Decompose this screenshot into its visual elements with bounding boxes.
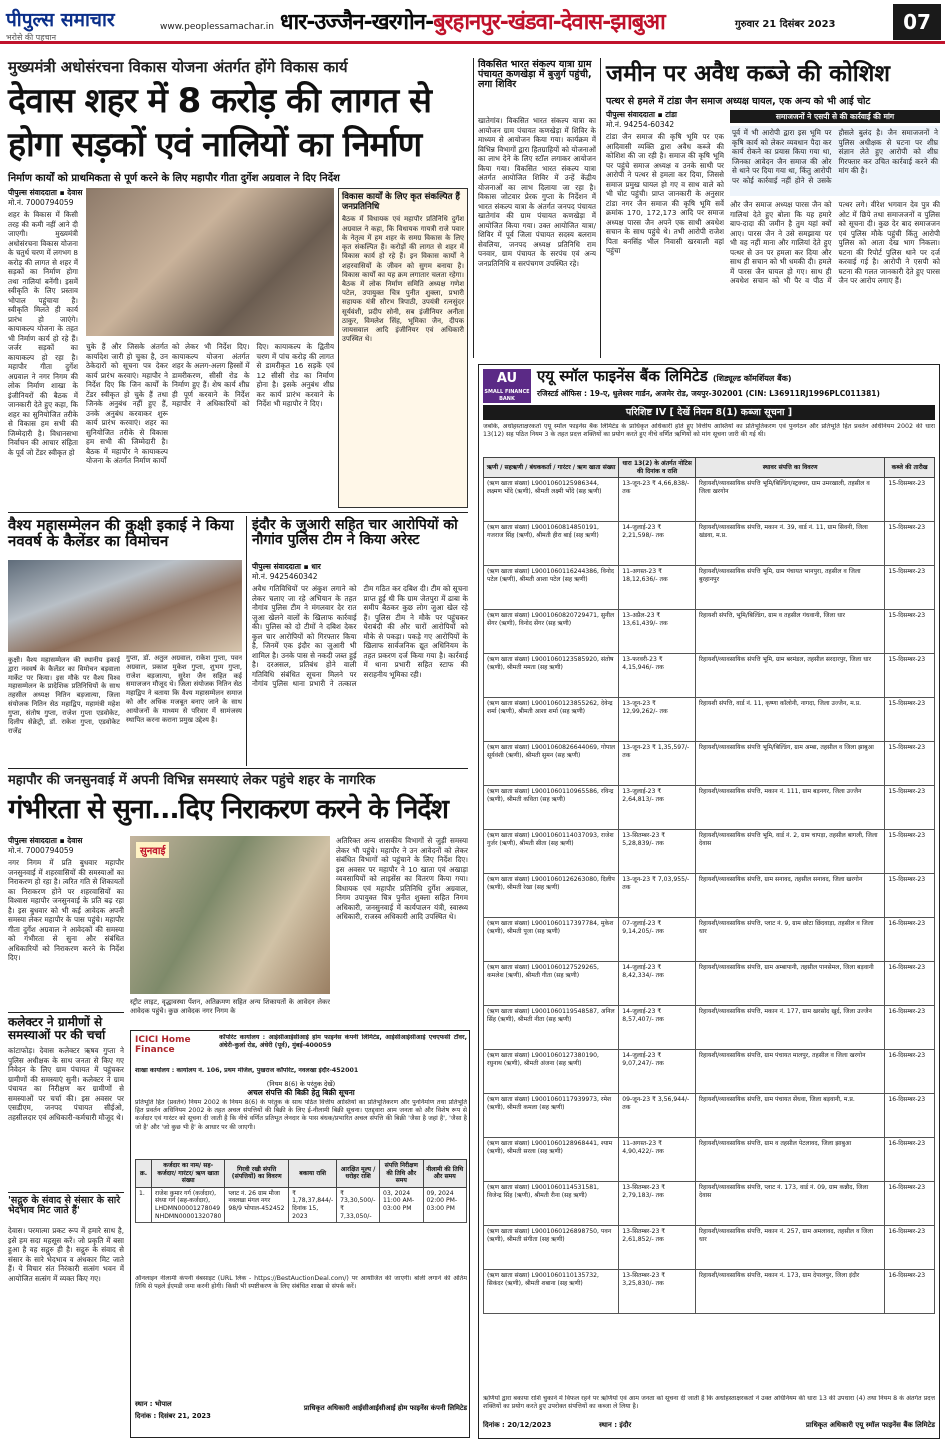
kabja-deck: पत्थर से हमले में टांडा जैन समाज अध्यक्ष घायल, एक अन्य को भी आई चोट (606, 96, 871, 107)
kabja-mobile: मो.नं. 94254-60342 (606, 120, 675, 129)
dewas-mobile: मो.नं. 7000794059 (8, 198, 74, 207)
table-row (484, 654, 935, 698)
juari-mobile: मो.नं. 9425460342 (252, 572, 318, 581)
icici-cell-due: ₹ 1,78,37,844/- दिनांक 15, 2023 (289, 1187, 337, 1222)
au-cell-borrower: (ऋण खाता संख्या) L9001060127380190, रघुनाथ (ऋणी), श्रीमती अंजना (सह ऋणी) (484, 1050, 619, 1094)
column-rule (246, 516, 247, 766)
icici-cell-inspection: 03, 2024 11:00 AM- 03:00 PM (380, 1187, 423, 1222)
dewas-sidebar (338, 188, 468, 508)
au-cell-property: रिहायशी/व्यावसायिक संपत्ति, मकान नं. 177, ग्राम खरसोद खुर्द, जिला उज्जैन (695, 1006, 884, 1050)
table-row (484, 742, 935, 786)
au-cell-date: 16-दिसम्बर-23 (885, 1094, 935, 1138)
au-cell-date: 15-दिसम्बर-23 (885, 830, 935, 874)
au-cell-notice: 11-अगस्त-23 ₹ 18,12,636/- तक (619, 566, 696, 610)
dewas-headline-1: देवास शहर में 8 करोड़ की लागत से (8, 81, 431, 121)
icici-signatory: प्राधिकृत अधिकारी आईसीआईसीआई होम फाइनेंस कंपनी लिमिटेड (303, 1404, 467, 1412)
calendar-caption-b: गुप्ता, डॉ. अतुल अग्रवाल, राकेश गुप्ता, पवन अग्रवाल, प्रकाश मुकेश गुप्ता, शुभम गुप्ता, राजेश बड़जात्या, सुरेश जैन सहित कई समाजजन मौजूद थे। जिला संयोजक नितिन सेठ महाद्विप ने बताया कि वैश्य महासम्मेलन समाज को और अधिक मजबूत बनाए जाने के साथ आयोजनों के माध्यम से परिवार में सामंजस्य स्थापित करना कराना प्रमुख उद्देश्य है। (126, 654, 242, 724)
column-rule (600, 58, 601, 358)
table-row (136, 1187, 467, 1222)
au-cell-borrower: (ऋण खाता संख्या) L9001060126263080, दिलीप (ऋणी), श्रीमती रेखा (सह ऋणी) (484, 874, 619, 918)
au-cell-property: रिहायशी/व्यावसायिक संपत्ति, ग्राम सनावद, तहसील सनावद, जिला खरगोन (695, 874, 884, 918)
au-cell-notice: 07-जुलाई-23 ₹ 9,14,205/- तक (619, 918, 696, 962)
icici-footer: ऑनलाइन नीलामी कंपनी वेबसाइट (URL लिंक - https://BestAuctionDeal.com/) पर आयोजित की जाएगी। बोली लगाने की अंतिम तिथि से पहले ईएमडी जमा करनी होगी। किसी भी स्पष्टीकरण के लिए संबंधित शाखा से संपर्क करें। (135, 1275, 467, 1291)
au-cell-date: 16-दिसम्बर-23 (885, 1226, 935, 1270)
table-row (484, 786, 935, 830)
au-cell-notice: 14-जुलाई-23 ₹ 8,57,407/- तक (619, 1006, 696, 1050)
kabja-body-a: टांडा जैन समाज की कृषि भूमि पर एक आदिवासी व्यक्ति द्वारा अवैध कब्जे की कोशिश की जा रही है। समाज की कृषि भूमि पर पहुंचे समाज अध्यक्ष व उनके साथी पर आरोपी ने पत्थर से हमला कर दिया, जिससे समाज प्रमुख घायल हो गए व साथ वाले को भी चोट पहुंची। प्राप्त जानकारी के अनुसार टांडा नगर जैन समाज की कृषि भूमि सर्वे क्रमांक 170, 172,173 आदि पर समाज अध्यक्ष पारस जैन अपने एक साथी अवधेश सचान के साथ पहुंचे थे। तभी आरोपी राजेश पिता बनसिंह भील निवासी खरवाली वहां पहुंचा (606, 132, 724, 255)
icici-col-header: गिरवी रखी संपत्ति (संपत्तियों) का विवरण (225, 1160, 289, 1188)
au-cell-property: रिहायशी/व्यावसायिक संपत्ति, मकान नं. 257, ग्राम अमलावद, तहसील व जिला धार (695, 1226, 884, 1270)
au-cell-borrower: (ऋण खाता संख्या) L9001060123855262, देवेन्द्र शर्मा (ऋणी), श्रीमती आशा शर्मा (सह ऋणी) (484, 698, 619, 742)
jansunwai-body-b: अतिरिक्त अन्य शासकीय विभागों से जुड़ी समस्या लेकर भी पहुंचे। महापौर ने उन आवेदनों को लेकर संबंधित विभागों को पहुंचाने के लिए निर्देश दिए। इस अवसर पर महापौर ने 10 खाता एवं अखाड़ा व्यवसायियों को लाइसेंस का वितरण किया गया। विधायक एवं महापौर प्रतिनिधि दुर्गेश अग्रवाल, निगम उपायुक्त चित्र पुनीत शुक्ला सहित निगम अधिकारी, जनसुनवाई में कार्यपालन यंत्री, स्वास्थ्य अधिकारी, राजस्व अधिकारी आदि उपस्थित थे। (336, 836, 468, 921)
site-url[interactable]: www.peoplessamachar.in (160, 22, 274, 32)
dewas-deck: निर्माण कार्यों को प्राथमिकता से पूर्ण करने के लिए महापौर गीता दुर्गेश अग्रवाल ने दिए निर्देश (8, 173, 340, 184)
collector-headline: कलेक्टर ने ग्रामीणों से समस्याओं पर की चर्चा (8, 1015, 106, 1042)
au-cell-date: 15-दिसम्बर-23 (885, 874, 935, 918)
table-row (484, 1182, 935, 1226)
juari-headline: इंदौर के जुआरी सहित चार आरोपियों को नौगांव पुलिस टीम ने किया अरेस्ट (252, 517, 458, 548)
au-footer: ऋणियों द्वारा बकाया राशि चुकाने में विफल रहने पर ऋणियों एवं आम जनता को सूचना दी जाती है कि अधोहस्ताक्षरकर्ता ने उक्त अधिनियम की धारा 13 की उपधारा (4) तथा नियम 8 के अंतर्गत प्रदत्त शक्तियों का प्रयोग करते हुए उपरोक्त संपत्तियों का कब्जा ले लिया है। (483, 1395, 935, 1411)
table-row (484, 830, 935, 874)
brand-logo[interactable]: पीपुल्स समाचार भरोसे की पहचान (6, 9, 115, 42)
table-row (484, 1050, 935, 1094)
au-cell-property: रिहायशी/व्यावसायिक संपत्ति, ग्राम पंचायत सेंधवा, जिला बड़वानी, म.प्र. (695, 1094, 884, 1138)
jansunwai-caption: स्ट्रीट लाइट, वृद्धावस्था पेंशन, अतिक्रमण सहित अन्य शिकायतों के आवेदन लेकर आवेदक पहुंचे। कुछ आवेदक नगर निगम के (130, 998, 330, 1015)
icici-rule: (नियम 8(6) के परंतुक देखें) (266, 1080, 336, 1088)
dewas-headline-2: होगा सड़कों एवं नालियों का निर्माण (8, 125, 422, 165)
table-row (484, 1094, 935, 1138)
icici-notice-title: अचल संपत्ति की बिक्री हेतु बिक्री सूचना (247, 1088, 355, 1097)
au-cell-notice: 14-जुलाई-23 ₹ 9,07,247/- तक (619, 1050, 696, 1094)
au-date: दिनांक : 20/12/2023 (483, 1421, 552, 1429)
au-signatory: प्राधिकृत अधिकारी एयू स्मॉल फाइनेंस बैंक लिमिटेड (805, 1421, 935, 1429)
icici-col-header: नीलामी की तिथि और समय (423, 1160, 467, 1188)
icici-col-header: बकाया राशि (289, 1160, 337, 1188)
icici-col-header: कर्जदार का नाम/ सह-कर्जदार/ गारंटर/ ऋण खाता संख्या (152, 1160, 225, 1188)
au-address: रजिस्टर्ड ऑफिस : 19-ए, धुलेश्वर गार्डन, अजमेर रोड, जयपुर-302001 (CIN: L36911RJ1996PLC011381) (537, 389, 880, 398)
icici-date: दिनांक : दिसंबर 21, 2023 (135, 1412, 211, 1420)
au-col-header: धारा 13(2) के अंतर्गत नोटिस की दिनांक व राशि (619, 458, 696, 478)
au-cell-borrower: (ऋण खाता संख्या) L9001060128968441, श्याम (ऋणी), श्रीमती सरला (सह ऋणी) (484, 1138, 619, 1182)
au-cell-borrower: (ऋण खाता संख्या) L9001060117939973, रमेश (ऋणी), श्रीमती कमला (सह ऋणी) (484, 1094, 619, 1138)
table-row (484, 610, 935, 654)
icici-col-header: क्र. (136, 1160, 152, 1188)
icici-cell-property: प्लाट नं. 26 ग्राम मौजा नवलखा मंगल नगर 98/9 भोपाल-452452 (225, 1187, 289, 1222)
column-rule (473, 58, 474, 358)
icici-branch: शाखा कार्यालय : कार्यालय नं. 106, प्रथम मंजिल, पुखराज कॉर्पोरेट, नवलखा इंदौर-452001 (135, 1067, 359, 1074)
jansunwai-photo (130, 836, 330, 994)
au-cell-property: रिहायशी संपत्ति, वार्ड नं. 11, कृष्णा कॉलोनी, नागदा, जिला उज्जैन, म.प्र. (695, 698, 884, 742)
masthead (0, 0, 945, 44)
au-bank-notice (478, 364, 940, 1439)
table-row (484, 874, 935, 918)
jansunwai-kicker: महापौर की जनसुनवाई में अपनी विभिन्न समस्याएं लेकर पहुंचे शहर के नागरिक (8, 773, 376, 788)
dewas-body-b: चुके हैं और जिसके अंतर्गत कार्यादेश जारी हो चुका है, उन ठेकेदारों को सूचना पत्र देकर कार्य प्रारंभ करवाएं। महापौर ने निर्देश दिए कि जिन कार्यों के टेंडर स्वीकृत हो चुके हैं तथा जिनके अनुबंध नहीं हुए हैं, उनके अनुबंध करवाकर शुरू कार्य प्रारंभ करवाएं। शहर का सुनियोजित तरीके से विकास हम सभी की जिम्मेदारी है। बैठक में महापौर ने कायाकल्प योजना के अंतर्गत निर्माण कार्यों (86, 342, 168, 465)
au-cell-borrower: (ऋण खाता संख्या) L9001060826644069, गोपाल सूर्यवंशी (ऋणी), श्रीमती सुमन (सह ऋणी) (484, 742, 619, 786)
au-cell-borrower: (ऋण खाता संख्या) L9001060110135732, सिकंदर (ऋणी), श्रीमती शबाना (सह ऋणी) (484, 1270, 619, 1314)
table-row (484, 1138, 935, 1182)
au-cell-date: 15-दिसम्बर-23 (885, 654, 935, 698)
au-cell-borrower: (ऋण खाता संख्या) L9001060123585920, संतोष (ऋणी), श्रीमती ममता (सह ऋणी) (484, 654, 619, 698)
divider (8, 1012, 124, 1013)
dewas-meeting-photo (86, 188, 334, 336)
au-cell-date: 15-दिसम्बर-23 (885, 610, 935, 654)
au-cell-date: 15-दिसम्बर-23 (885, 786, 935, 830)
au-cell-borrower: (ऋण खाता संख्या) L9001060114037093, राजेश गुर्जर (ऋणी), श्रीमती सीता (सह ऋणी) (484, 830, 619, 874)
au-cell-notice: 13-जून-23 ₹ 1,35,597/- तक (619, 742, 696, 786)
kabja-body-b: और जैन समाज अध्यक्ष पारस जैन को गालियां देते हुए बोला कि यह हमारे बाप-दादा की जमीन है तुम यहां क्यों आए। पारस जैन ने उसे समझाया पर भी वह नहीं माना और गालियां देते हुए पत्थर से उन पर हमला कर दिया और साथ ही सचान को भी धमकी दी। हमले में पारस जैन घायल हो गए। साथ ही अवधेश सचान को भी पैर व पीठ में पत्थर लगे। वीरेश भगवान देव पुत्र की ओट में छिपे तथा समाजजनों व पुलिस को सूचना दी। कुछ देर बाद समाजजन एवं पुलिस मौके पहुंची किंतु आरोपी पुलिस को आता देख भाग निकला। घटना की रिपोर्ट पुलिस थाने पर दर्ज करवाई गई है। आरोपी ने एसपी को घटना की गलत जानकारी देते हुए पारस जैन पर आरोप लगाए हैं। (730, 200, 940, 285)
au-col-header: कब्जे की तारीख (885, 458, 935, 478)
au-cell-date: 16-दिसम्बर-23 (885, 1270, 935, 1314)
quote-body: देवास। परमात्मा प्रकट रूप में हमारे साथ है, इसे हम सदा महसूस करें। जो प्रकृति में बसा हुआ है वह सद्गुरु ही है। सद्गुरु के संवाद से संसार के सारे भेदभाव व अंधकार मिट जाते हैं। ये विचार संत निरंकारी सत्संग भवन में आयोजित सत्संग में व्यक्त किए गए। (8, 1226, 124, 1283)
au-cell-date: 16-दिसम्बर-23 (885, 1182, 935, 1226)
dewas-sidebar-title: विकास कार्यों के लिए कृत संकल्पित हैं जनप्रतिनिधि (342, 192, 460, 213)
dewas-body-a: शहर के विकास में किसी तरह की कमी नहीं आने दी जाएगी। मुख्यमंत्री अधोसंरचना विकास योजना के चतुर्थ चरण में लगभग 8 करोड़ की लागत से शहर में सड़कों का निर्माण होगा तथा नालियां बनेंगी। इसमें स्वीकृति के लिए प्रस्ताव भोपाल पहुंचाया है। स्वीकृति मिलते ही कार्य प्रारंभ हो जाएंगे। कायाकल्प योजना के तहत भी निर्माण कार्य हो रहे हैं। जर्जर सड़कों का कायाकल्प हो रहा है। महापौर गीता दुर्गेश अग्रवाल ने नगर निगम की लोक निर्माण शाखा के इंजीनियरों की बैठक में जानकारी देते हुए कहा, कि शहर का सुनियोजित तरीके से विकास हम सभी की जिम्मेदारी है। विधानसभा निर्वाचन की आचार संहिता के पूर्व जो टेंडर स्वीकृत हो (8, 210, 78, 457)
au-subtitle: परिशिष्ट IV [ देखें नियम 8(1) कब्जा सूचना ] (483, 405, 935, 420)
au-cell-borrower: (ऋण खाता संख्या) L9001060119548587, अनिल सिंह (ऋणी), श्रीमती नीता (सह ऋणी) (484, 1006, 619, 1050)
icici-cell-auction: 09, 2024 02:00 PM- 03:00 PM (423, 1187, 467, 1222)
au-cell-notice: 13-जून-23 ₹ 12,99,262/- तक (619, 698, 696, 742)
au-cell-borrower: (ऋण खाता संख्या) L9001060116244386, विनोद पटेल (ऋणी), श्रीमती आशा पटेल (सह ऋणी) (484, 566, 619, 610)
au-intro: जबकि, अधोहस्ताक्षरकर्ता एयू स्मॉल फाइनेंस बैंक लिमिटेड के प्राधिकृत अधिकारी होते हुए वित्तीय आस्तियों का प्रतिभूतिकरण एवं पुनर्गठन और प्रतिभूति हित प्रवर्तन अधिनियम 2002 की धारा 13(12) सह पठित नियम 3 के तहत प्रदत्त शक्तियों का प्रयोग करते हुए नीचे वर्णित ऋणियों को मांग सूचना जारी की गई थी। (483, 423, 935, 439)
table-row (484, 566, 935, 610)
au-cell-date: 16-दिसम्बर-23 (885, 1006, 935, 1050)
au-cell-notice: 11-अगस्त-23 ₹ 4,90,422/- तक (619, 1138, 696, 1182)
icici-cell-borrower: राजेश कुमार गर्ग (कर्जदार), संध्या गर्ग (सह-कर्जदार), LHDMN00001278049 NHDMN00001320780 (152, 1187, 225, 1222)
au-cell-property: रिहायशी संपत्ति, भूमि/बिल्डिंग, ग्राम व तहसील गंधवानी, जिला धार (695, 610, 884, 654)
au-cell-date: 16-दिसम्बर-23 (885, 1138, 935, 1182)
kabja-sidebar-body: पूर्व में भी आरोपी द्वारा इस भूमि पर कृषि कार्य को लेकर व्यवधान पैदा कर कार्य रोकने का प्रयास किया गया था, जिनका आवेदन जैन समाज की ओर से थाने पर दिया गया था, किंतु आरोपी पर कोई कार्रवाई नहीं होने से उसके हौसले बुलंद है। जैन समाजजनों ने पुलिस अधीक्षक से घटना पर शीघ्र संज्ञान लेते हुए आरोपी को शीघ्र गिरफ्तार कर उचित कार्रवाई करने की मांग की है। (730, 126, 940, 196)
au-cell-property: रिहायशी/व्यावसायिक संपत्ति, मकान नं. 39, वार्ड नं. 11, ग्राम सिवनी, जिला खंडवा, म.प्र. (695, 522, 884, 566)
icici-table (135, 1159, 467, 1223)
calendar-headline: वैश्य महासम्मेलन की कुक्षी इकाई ने किया नववर्ष के कैलेंडर का विमोचन (8, 516, 234, 550)
icici-logo: ICICI Home Finance (135, 1035, 191, 1055)
table-row (484, 522, 935, 566)
au-cell-notice: 13-सितम्बर-23 ₹ 2,61,852/- तक (619, 1226, 696, 1270)
table-row (484, 962, 935, 1006)
divider (8, 1192, 124, 1193)
edition-cities: धार-उज्जैन-खरगोन-बुरहानपुर-खंडवा-देवास-झाबुआ (280, 10, 665, 35)
au-cell-property: रिहायशी/व्यावसायिक संपत्ति भूमि, वार्ड नं. 2, ग्राम चापड़ा, तहसील बागली, जिला देवास (695, 830, 884, 874)
au-cell-borrower: (ऋण खाता संख्या) L9001060125986344, लक्ष्मण भोंदे (ऋणी), श्रीमती लक्ष्मी भोंदे (सह ऋणी) (484, 478, 619, 522)
au-cell-property: रिहायशी/व्यावसायिक संपत्ति, मकान नं. 111, ग्राम बड़नगर, जिला उज्जैन (695, 786, 884, 830)
au-cell-borrower: (ऋण खाता संख्या) L9001060127529265, कमलेश (ऋणी), श्रीमती गीता (सह ऋणी) (484, 962, 619, 1006)
page-number: 07 (893, 4, 941, 40)
au-cell-notice: 14-जुलाई-23 ₹ 2,21,598/- तक (619, 522, 696, 566)
kabja-headline: जमीन पर अवैध कब्जे की कोशिश (606, 61, 891, 87)
au-cell-property: रिहायशी/व्यावसायिक संपत्ति भूमि, ग्राम बरमंडल, तहसील सरदारपुर, जिला धार (695, 654, 884, 698)
icici-place: स्थान : भोपाल (135, 1400, 172, 1408)
au-cell-date: 16-दिसम्बर-23 (885, 1050, 935, 1094)
kabja-byline: पीपुल्स संवाददाता ▪ टांडा (606, 110, 677, 119)
au-place: स्थान : इंदौर (599, 1421, 632, 1429)
au-title: एयू स्मॉल फाइनेंस बैंक लिमिटेड (शिड्यूल्ड कॉमर्शियल बैंक) (537, 367, 792, 385)
au-cell-notice: 14-जुलाई-23 ₹ 8,42,334/- तक (619, 962, 696, 1006)
au-col-header: ऋणी / सहऋणी / बंधककर्ता / गारंटर / ऋण खाता संख्या (484, 458, 619, 478)
au-cell-notice: 13-सितम्बर-23 ₹ 2,79,183/- तक (619, 1182, 696, 1226)
au-cell-notice: 09-जून-23 ₹ 3,56,944/- तक (619, 1094, 696, 1138)
dewas-byline: पीपुल्स संवाददाता ▪ देवास (8, 188, 83, 197)
icici-intro: प्रतिभूति हित (प्रवर्तन) नियम 2002 के नियम 8(6) के परंतुक के साथ पठित वित्तीय आस्तियों का प्रतिभूतिकरण और पुनर्निर्माण तथा प्रतिभूति हित प्रवर्तन अधिनियम 2002 के तहत अचल संपत्तियों की बिक्री के लिए ई-नीलामी बिक्री सूचना। एतद्द्वारा आम जनता को और विशेष रूप से कर्जदार एवं गारंटर को सूचना दी जाती है कि नीचे वर्णित प्रतिभूत लेनदार के पास बंधक/प्रभारित अचल संपत्ति की बिक्री 'जैसा है जहां है', 'जैसा है जो है' और 'जो कुछ भी है' के आधार पर की जाएगी। (135, 1099, 467, 1131)
au-cell-date: 15-दिसम्बर-23 (885, 698, 935, 742)
au-logo: AU SMALL FINANCE BANK (484, 371, 530, 402)
au-cell-borrower: (ऋण खाता संख्या) L9001060820729471, सुनील सेंगर (ऋणी), विनोद सेंगर (सह ऋणी) (484, 610, 619, 654)
au-cell-date: 15-दिसम्बर-23 (885, 478, 935, 522)
table-row (484, 478, 935, 522)
au-cell-notice: 13-फरवरी-23 ₹ 4,15,946/- तक (619, 654, 696, 698)
jansunwai-mobile: मो.नं. 7000794059 (8, 846, 74, 855)
edition-date: गुरुवार 21 दिसंबर 2023 (735, 19, 836, 30)
au-cell-property: रिहायशी/व्यावसायिक संपत्ति, प्लाट नं. 9, ग्राम छोटा छिंदवाड़ा, तहसील व जिला धार (695, 918, 884, 962)
jansunwai-body-a: नगर निगम में प्रति बुधवार महापौर जनसुनवाई में शहरवासियों की समस्याओं का निराकरण हो रहा है। त्वरित गति से शिकायतों का निराकरण होने पर शहरवासियों का विश्वास महापौर जनसुनवाई के प्रति बढ़ रहा है। इस बुधवार को भी कई आवेदक अपनी समस्या लेकर महापौर के पास पहुंचे। महापौर गीता दुर्गेश अग्रवाल ने आवेदकों की समस्या को गंभीरता से सुना और संबंधित अधिकारियों को निराकरण करने के निर्देश दिए। (8, 858, 124, 962)
au-cell-property: रिहायशी/व्यावसायिक संपत्ति भूमि/बिल्डिंग/स्ट्रक्चर, ग्राम उमरखाली, तहसील व जिला खरगोन (695, 478, 884, 522)
au-cell-notice: 13-सितम्बर-23 ₹ 5,28,839/- तक (619, 830, 696, 874)
au-cell-property: रिहायशी/व्यावसायिक संपत्ति भूमि/बिल्डिंग, ग्राम अम्बा, तहसील व जिला झाबुआ (695, 742, 884, 786)
au-notice-table (483, 457, 935, 1314)
au-cell-date: 15-दिसम्बर-23 (885, 566, 935, 610)
table-row (484, 1006, 935, 1050)
au-cell-borrower: (ऋण खाता संख्या) L9001060814850191, गजराज सिंह (ऋणी), श्रीमती हीरा बाई (सह ऋणी) (484, 522, 619, 566)
icici-header: कॉर्पोरेट कार्यालय : आईसीआईसीआई होम फाइनेंस कंपनी लिमिटेड, आईसीआईसीआई एचएफसी टॉवर, अंधेरी-कुर्ला रोड, अंधेरी (पूर्व), मुंबई-400059 (219, 1034, 467, 1050)
table-row (484, 698, 935, 742)
au-col-header: स्थावर संपत्ति का विवरण (695, 458, 884, 478)
au-cell-date: 15-दिसम्बर-23 (885, 522, 935, 566)
au-cell-property: रिहायशी/व्यावसायिक संपत्ति, ग्राम पंचायत मालपुर, तहसील व जिला खरगोन (695, 1050, 884, 1094)
dewas-kicker: मुख्यमंत्री अधोसंरचना विकास योजना अंतर्गत होंगे विकास कार्य (8, 58, 348, 76)
au-cell-borrower: (ऋण खाता संख्या) L9001060114531581, विजेन्द्र सिंह (ऋणी), श्रीमती रीना (सह ऋणी) (484, 1182, 619, 1226)
table-row (484, 918, 935, 962)
divider (8, 512, 468, 513)
shivir-headline: विकसित भारत संकल्प यात्रा ग्राम पंचायत कणखेड़ा में बुजुर्ग पहुंची, लगा शिविर (478, 59, 592, 90)
jansunwai-headline: गंभीरता से सुना...दिए निराकरण करने के निर्देश (8, 794, 449, 825)
table-row (484, 1226, 935, 1270)
au-cell-property: रिहायशी/व्यावसायिक संपत्ति भूमि, ग्राम पंचायत भानपुरा, तहसील व जिला बुरहानपुर (695, 566, 884, 610)
au-cell-notice: 13-सितम्बर-23 ₹ 3,25,830/- तक (619, 1270, 696, 1314)
au-cell-notice: 13-जून-23 ₹ 4,66,838/- तक (619, 478, 696, 522)
au-cell-property: रिहायशी/व्यावसायिक संपत्ति, ग्राम अम्बापानी, तहसील पानसेमल, जिला बड़वानी (695, 962, 884, 1006)
au-cell-property: रिहायशी/व्यावसायिक संपत्ति, प्लाट नं. 173, वार्ड नं. 09, ग्राम कन्नौद, जिला देवास (695, 1182, 884, 1226)
shivir-body: खातेगांव। विकसित भारत संकल्प यात्रा का आयोजन ग्राम पंचायत कणखेड़ा में शिविर के माध्यम से आयोजन किया गया। कार्यक्रम में विभिन्न विभागों द्वारा हितग्राहियों को योजनाओं का लाभ देने के लिए स्टॉल लगाकर आयोजन किया गया। विकसित भारत संकल्प यात्रा अंतर्गत आयोजित शिविर में उन्हें केंद्रीय योजनाओं का लाभ दिलाया जा रहा है। विकास जोटवार प्रेरक गुप्ता के निर्देशन में भारत संकल्प यात्रा के अंतर्गत जनपद पंचायत खातेगांव की ग्राम पंचायत कणखेड़ा में आयोजित किया गया। उक्त आयोजित यात्रा/शिविर में पूर्व जिला पंचायत सदस्य बलराम सेवलिया, जनपद अध्यक्ष प्रतिनिधि राम पनवार, ग्राम पंचायत के सरपंच एवं अन्य जनप्रतिनिधि व सरपंचगण उपस्थित रहे। (478, 116, 596, 268)
dewas-body-c: को लेकर भी निर्देश दिए। कायाकल्प योजना अंतर्गत शहर के अलग-अलग हिस्सों में डामरीकरण, सीसी रोड के निर्माण हुए हैं। शेष कार्य शीघ्र ही पूर्ण करवाने के निर्देश महापौर ने अधिकारियों को दिए। कायाकल्प के द्वितीय चरण में पांच करोड़ की लागत से डामरीकृत 16 सड़कें एवं 12 सीसी रोड का निर्माण होना है। इसके अनुबंध शीघ्र कर कार्य प्रारंभ करवाने के निर्देश भी महापौर ने दिए। (172, 342, 334, 408)
au-table (483, 457, 935, 1314)
table-row (484, 1270, 935, 1314)
calendar-caption-a: कुक्षी। वैश्य महासम्मेलन की स्थानीय इकाई द्वारा नववर्ष के कैलेंडर का विमोचन बड़वाला मार्केट पर किया। इस मौके पर वैश्य विश्व महासम्मेलन के प्रादेशिक प्रतिनिधियों के साथ तहसील अध्यक्ष नितिन बड़जात्या, जिला संयोजक नितिन सेठ महाद्विप, महामंत्री महेश गुप्ता, संतोष गुप्ता, राजेश गुप्ता एडवोकेट, दिलीप सेक्रेट्री, डॉ. राकेश गुप्ता, एडवोकेट राजेंद्र (8, 656, 120, 735)
dewas-sidebar-body: बैठक में विधायक एवं महापौर प्रतिनिधि दुर्गेश अग्रवाल ने कहा, कि विधायक गायत्री राजे पवार के नेतृत्व में हम शहर के समग्र विकास के लिए कृत संकल्पित हैं। करोड़ों की लागत से शहर में विकास कार्य हो रहे हैं। इन विकास कार्यों ने शहरवासियों के जीवन को सुगम बनाया है। विकास कार्यों का यह क्रम लगातार चलता रहेगा। बैठक में लोक निर्माण समिति अध्यक्ष गणेश पटेल, उपायुक्त चित्र पुनीत शुक्ला, प्रभारी सहायक यंत्री सौरभ त्रिपाठी, उपयंत्री रत्नसुंदर सूर्यवंशी, प्रदीप सोनी, सब इंजीनियर अनीता ठाकुर, विमलेश सिंह, भूमिका जैन, दीपक जायसवाल आदि इंजीनियर एवं अधिकारी उपस्थित थे। (342, 215, 464, 344)
au-cell-notice: 13-जून-23 ₹ 7,03,955/- तक (619, 874, 696, 918)
icici-cell-reserve: ₹ 73,30,500/- ₹ 7,33,050/- (337, 1187, 380, 1222)
au-cell-date: 16-दिसम्बर-23 (885, 918, 935, 962)
icici-table-wrap (135, 1159, 467, 1223)
au-cell-date: 15-दिसम्बर-23 (885, 742, 935, 786)
au-cell-borrower: (ऋण खाता संख्या) L9001060126898750, पवन (ऋणी), श्रीमती संगीता (सह ऋणी) (484, 1226, 619, 1270)
au-cell-notice: 13-अप्रैल-23 ₹ 13,61,439/- तक (619, 610, 696, 654)
jansunwai-banner: सुनवाई (136, 842, 169, 858)
au-cell-property: रिहायशी/व्यावसायिक संपत्ति, मकान नं. 173, ग्राम देपालपुर, जिला इंदौर (695, 1270, 884, 1314)
quote-title: 'सद्गुरु के संवाद से संसार के सारे भेदभाव मिट जाते हैं' (8, 1195, 121, 1216)
au-cell-date: 16-दिसम्बर-23 (885, 962, 935, 1006)
au-cell-property: रिहायशी/व्यावसायिक संपत्ति, ग्राम व तहसील पेटलावद, जिला झाबुआ (695, 1138, 884, 1182)
icici-cell-no: 1. (136, 1187, 152, 1222)
juari-byline: पीपुल्स संवाददाता ▪ धार (252, 562, 321, 571)
kabja-sidebar-title: समाजजनों ने एसपी से की कार्रवाई की मांग (730, 110, 940, 123)
icici-notice (130, 1030, 470, 1438)
collector-body: कांटाफोड़। देवास कलेक्टर ऋषव गुप्ता ने पुलिस अधीक्षक के साथ जनता से किए गए निवेदन के लिए ग्राम पंचायत में पहुंचकर ग्रामीणों की समस्याएं सुनी। कलेक्टर ने ग्राम पंचायत का निरीक्षण कर ग्रामीणों से समस्याओं पर चर्चा की। इस अवसर पर एसडीएम, जनपद पंचायत सीईओ, तहसीलदार एवं अधिकारी-कर्मचारी मौजूद थे। (8, 1046, 124, 1122)
divider (8, 768, 468, 769)
au-cell-notice: 13-जुलाई-23 ₹ 2,64,813/- तक (619, 786, 696, 830)
au-cell-borrower: (ऋण खाता संख्या) L9001060110965586, रविन्द्र (ऋणी), श्रीमती कविता (सह ऋणी) (484, 786, 619, 830)
icici-col-header: संपत्ति निरीक्षण की तिथि और समय (380, 1160, 423, 1188)
icici-col-header: आरक्षित मूल्य / धरोहर राशि (337, 1160, 380, 1188)
jansunwai-byline: पीपुल्स संवाददाता ▪ देवास (8, 836, 83, 845)
au-cell-borrower: (ऋण खाता संख्या) L9001060117397784, मुकेश (ऋणी), श्रीमती पूजा (सह ऋणी) (484, 918, 619, 962)
juari-body: अवैध गतिविधियों पर अंकुश लगाने को लेकर चलाए जा रहे अभियान के तहत नौगांव पुलिस टीम ने मंगलवार देर रात जुआ खेलने वालों के खिलाफ कार्रवाई की। पुलिस को दो टीमों ने दबिश देकर कुल चार आरोपियों को गिरफ्तार किया है, जिनमें एक इंदौर का जुआरी भी शामिल है। उनके पास से नकदी जब्त हुई है। दरअसल, प्रतिबंध होने वाली गतिविधि संबंधित सूचना मिलने पर नौगांव पुलिस थाना प्रभारी ने तत्काल टीम गठित कर दबिश दी। टीम को सूचना प्राप्त हुई थी कि ग्राम जेतपुरा में ढाबा के समीप बैठकर कुछ लोग जुआ खेल रहे हैं। पुलिस टीम ने मौके पर पहुंचकर घेराबंदी की और चारों आरोपियों को मौके से पकड़ा। पकड़े गए आरोपियों के खिलाफ सार्वजनिक द्यूत अधिनियम के तहत प्रकरण दर्ज किया गया है। कार्रवाई में थाना प्रभारी सहित स्टाफ की सराहनीय भूमिका रही। (252, 584, 468, 688)
